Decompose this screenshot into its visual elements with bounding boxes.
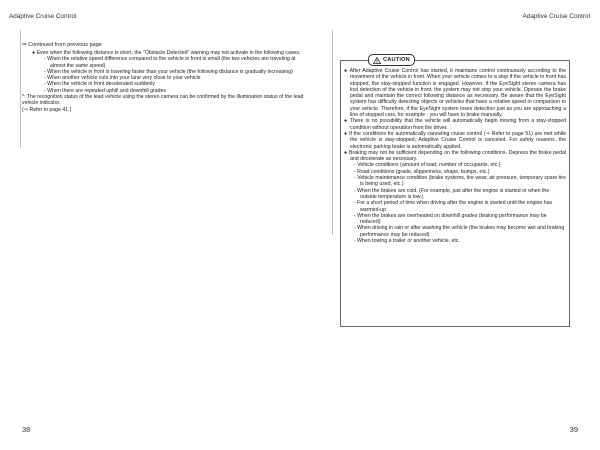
list-item: - When the vehicle in front decelerated suddenly	[44, 81, 156, 88]
page-reference-link[interactable]: (⇒ Refer to page 41.)	[22, 106, 72, 113]
right-page-number: 39	[569, 425, 578, 434]
list-item: - When the brakes are overheated on downhill grades (braking performance may be reduced)	[354, 212, 547, 226]
caution-badge	[368, 54, 415, 66]
list-item: - When driving in rain or after washing the vehicle (the brakes may become wet and braking performance may be reduced)	[354, 225, 565, 238]
list-item: ● There is no possibility that the vehicle will automatically begin moving from a stay-stopped condition without operation from the driver.	[344, 118, 566, 131]
list-item: - For a short period of time when driving after the engine is started until the engine has warmed-up	[354, 200, 553, 213]
list-item: - When the vehicle in front is traveling faster than your vehicle (the following distance is gradually increasing)	[44, 68, 293, 75]
list-item: ● Braking may not be sufficient depending on the following conditions. Depress the brake pedal and decelerate as necessary.	[344, 149, 566, 163]
list-item: - When the brakes are cold. (For example, just after the engine is started or when the outside temperature is low.)	[354, 187, 550, 200]
right-margin-rule	[332, 30, 333, 235]
list-item: - Vehicle maintenance condition (brake systems, tire wear, air pressure, temporary spare tire is being used, etc.)	[354, 175, 566, 188]
list-item: - When another vehicle cuts into your lane very close to your vehicle	[44, 75, 201, 82]
obstacle-warning-bullet: ● Even when the following distance is short, the "Obstacle Detected" warning may not activate in the following cases.	[32, 50, 301, 56]
recognition-note: *: The recognition status of the lead vehicle using the stereo camera can be confirmed by the illumination status of the lead vehicle indicator.	[22, 94, 304, 107]
list-item: ● If the conditions for automatically canceling cruise control (⇒ Refer to page 51) are met while the vehicle is stay-stopped, Adaptive Cruise Control is canceled. For safety reasons, the electronic parking brake is automatically applied.	[344, 130, 566, 150]
left-margin-rule	[20, 30, 21, 148]
list-item: - When towing a trailer or another vehicle, etc.	[354, 238, 460, 245]
left-page-body	[22, 50, 312, 113]
warning-triangle-icon	[373, 57, 381, 64]
left-running-header: Adaptive Cruise Control	[9, 13, 77, 20]
caution-label: CAUTION	[383, 57, 410, 63]
left-page-number: 38	[22, 425, 31, 434]
list-item: - When there are repeated uphill and downhill grades	[44, 87, 166, 94]
list-item: - Road conditions (grade, slipperiness, shape, bumps, etc.)	[354, 168, 490, 175]
right-running-header: Adaptive Cruise Control	[522, 13, 590, 20]
list-item: - When the relative speed difference compared to the vehicle in front is small (the two vehicles are traveling at almost the same speed)	[44, 56, 296, 69]
caution-body	[344, 68, 566, 244]
continued-from-previous-page: ⇒ Continued from previous page	[22, 42, 102, 48]
list-item: - Vehicle conditions (amount of load, number of occupants, etc.)	[354, 162, 501, 169]
list-item: ● After Adaptive Cruise Control has started, it maintains control continuously according to the movement of the vehicle in front. When your vehicle comes to a stop if the vehicle in front has stopped, the stay-stopped function is engaged. However, if the EyeSight stereo camera has lost detection of the vehicle in front, the system may not stop your vehicle. Operate the brake pedal and maintain the correct following distance as necessary. Be aware that the EyeSight system has difficulty detecting objects or vehicles that have a relative speed in comparison to your vehicle. Therefore, if the EyeSight system loses detection just as you are approaching a line of stopped cars, for example - you will have to brake manually.	[344, 68, 566, 119]
